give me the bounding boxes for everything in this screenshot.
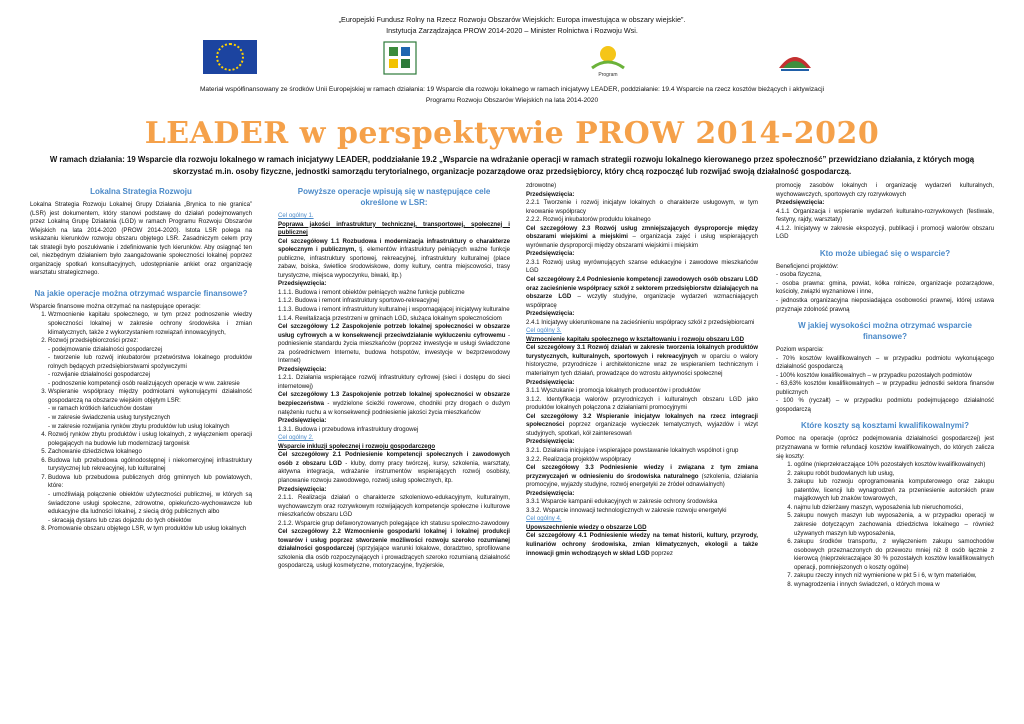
project-item: 4.1.1 Organizacja i wspieranie wydarzeń kulturalno-rozrywkowych (festiwale, festyny, rajdy, warsztaty)	[776, 207, 994, 224]
list-item: 5. zakupu nowych maszyn lub wyposażenia, a w przypadku operacji w zakresie dotyczącym zachowania dziedzictwa lokalnego – również używanych maszyn lub wyposażenia,	[794, 512, 994, 538]
projects-label: Przedsięwzięcia:	[278, 485, 327, 493]
projects-label: Przedsięwzięcia:	[526, 310, 575, 318]
objective-2-4: Cel szczegółowy 2.4 Podniesienie kompetencji zawodowych osób obszaru LGD oraz zacieśnienie współpracy szkół z sektorem przedsiębiorstw działających na obszarze LGD – wczytły studyjne, organizacje wydarzeń wzmacniających współpracę	[526, 276, 758, 309]
goal-4-title: Upowszechnienie wiedzy o obszarze LGD	[526, 523, 647, 531]
list-item: 6. zakupu środków transportu, z wyłączeniem zakupu samochodów osobowych przeznaczonych do przewozu mniej niż 8 osób łącznie z kierowcą (nieprzekraczające 30 % pozostałych kosztów kwalifikowalnych operacji, pomniejszonych o koszty ogólne)	[794, 538, 994, 572]
objective-1-2: Cel szczegółowy 1.2 Zaspokojenie potrzeb lokalnej społeczności w obszarze usług cyfrowych a w konsekwencji przeciwdziałanie wykluczeniu cyfrowemu - podniesienie standardu życia mieszkańców (poprzez inwestycje w usługi świadczone za pośrednictwem Internetu, budowa hotspotów, inwestycje w bezprzewodowy Internet)	[278, 323, 510, 365]
sub-item: - w zakresie rozwijania rynków zbytu produktów lub usług lokalnych	[48, 422, 230, 430]
intro-paragraph: W ramach działania: 19 Wsparcie dla rozwoju lokalnego w ramach inicjatywy LEADER, poddziałanie 19.2 „Wsparcie na wdrażanie operacji w ramach strategii rozwoju lokalnego kierowanego przez społeczność” przewidziano działania, z których mogą skorzystać m.in. osoby fizyczne, jednostki samorządu terytorialnego, organizacje pozarządowe oraz przedsiębiorcy, który chcą rozpocząć lub rozwijać swoją działalność gospodarczą.	[49, 155, 975, 176]
list-item: 4. najmu lub dzierżawy maszyn, wyposażenia lub nieruchomości,	[794, 504, 994, 513]
support-level-label: Poziom wsparcia:	[776, 346, 824, 354]
amount-heading: W jakiej wysokości można otrzymać wsparcie finansowe?	[798, 321, 972, 342]
header-line-2: Instytucja Zarządzająca PROW 2014-2020 – Minister Rolnictwa i Rozwoju Wsi.	[386, 26, 638, 35]
project-item: 1.2.1. Działania wspierające rozwój infrastruktury cyfrowej (sieci i dostępu do sieci internetowej)	[278, 374, 510, 390]
project-item: 4.1.2. Inicjatywy w zakresie ekspozycji, publikacji i promocji walorów obszaru LGD	[776, 224, 994, 241]
projects-label: Przedsięwzięcia:	[526, 438, 575, 446]
cofinance-note	[0, 84, 1024, 106]
beneficiaries-label: Beneficjenci projektów:	[776, 262, 839, 270]
project-item: 1.1.4. Rewitalizacja przestrzeni w gminach LGD, służąca lokalnym społecznościom	[278, 314, 502, 322]
project-item: 3.3.2. Wsparcie innowacji technologicznych w zakresie rozwoju energetyki	[526, 506, 727, 514]
support-level-item: - 63,63% kosztów kwalifikowalnych – w przypadku jednostki sektora finansów publicznych	[776, 380, 994, 396]
project-item: 2.2.1 Tworzenie i rozwój inicjatyw lokalnych o charakterze usługowym, w tym kreowanie współpracy	[526, 199, 758, 215]
ministry-logo-icon	[775, 40, 815, 76]
lsr-paragraph: Lokalna Strategia Rozwoju Lokalnej Grupy Działania „Brynica to nie granica” (LSR) jest dokumentem, który stanowi podstawę do działań podejmowanych przez Lokalną Grupę Działania (LGD) w ramach Programu Rozwoju Obszarów Wiejskich na lata 2014-2020 (PROW 2014-2020). Istota LSR polega na wskazaniu kierunków rozwoju obszaru objętego LSR. Zasadniczym celem przy tak strategii było poszukiwanie i zdefiniowanie tych kierunków. Aby osiągnąć ten cel, niezbędnym działaniem było zaangażowanie społeczności lokalnej poprzez organizację spotkań konsultacyjnych, udostępnianie ankiet oraz organizację warsztatu strategicznego.	[30, 201, 252, 277]
cofinance-line-1: Materiał współfinansowany ze środków Unii Europejskiej w ramach działania: 19 Wsparcie dla rozwoju lokalnego w ramach inicjatywy LEADER, poddziałanie: 19.4 Wsparcie na rzecz kosztów bieżących i aktywizacji	[199, 86, 825, 93]
beneficiary-item: - osoba prawna: gmina, powiat, kółka rolnicze, organizacje pozarządowe, kościoły, związki wyznaniowe i inne,	[776, 279, 994, 296]
beneficiary-item: - osoba fizyczna,	[776, 271, 822, 279]
project-item: 3.2.1. Działania inicjujące i wspierające powstawanie lokalnych wspólnot i grup	[526, 446, 739, 454]
project-item: 3.2.2. Realizacja projektów współpracy	[526, 455, 631, 463]
continuation-text: zdrowotne)	[526, 182, 557, 189]
costs-intro: Pomoc na operacje (oprócz podejmowania działalności gospodarczej) jest przyznawana w formie refundacji kosztów kwalifikowalnych, do których zalicza się koszty:	[776, 435, 994, 460]
list-item: 2. zakupu robót budowlanych lub usług,	[794, 470, 994, 479]
costs-list	[776, 461, 994, 589]
sub-item: - podnoszenie kompetencji osób realizujących operacje w ww. zakresie	[48, 379, 240, 387]
objective-3-2: Cel szczegółowy 3.2 Wspieranie inicjatyw lokalnych na rzecz integracji społeczności poprzez organizacje wycieczek tematycznych, wyjazdów i wizyt studyjnych, spotkań, kół zainteresowań	[526, 412, 758, 437]
objective-1-1: Cel szczegółowy 1.1 Rozbudowa i modernizacja infrastruktury o charakterze społecznym i publicznym, tj. elementów infrastruktury pełniących ważne funkcje publiczne, infrastruktury sportowej, rekreacyjnej, infrastruktury kulturalnej (place zabaw, boiska, świetlice środowiskowe, domy kultury, centra miejscowości, trasy turystyczne, miejsca wypoczynku, biwaki, itp.)	[278, 237, 510, 279]
support-level-item: - 70% kosztów kwalifikowalnych – w przypadku podmiotu wykonującego działalność gospodarczą	[776, 354, 994, 371]
list-item: 5. Zachowanie dziedzictwa lokalnego	[48, 448, 252, 457]
projects-label: Przedsięwzięcia:	[278, 365, 327, 373]
projects-label: Przedsięwzięcia:	[278, 280, 327, 288]
column-3	[526, 182, 758, 558]
eligibility-heading: Kto może ubiegać się o wsparcie?	[819, 248, 951, 258]
objective-3-1: Cel szczegółowy 3.1 Rozwój działań w zakresie tworzenia lokalnych produktów turystycznych, kulturalnych, sportowych i rekreacyjnych w oparciu o walory historyczne, przyrodnicze i architektoniczne wraz ze wspieraniem technicznym i materialnym tych działań, prowadzące do wzrostu aktywności społecznej	[526, 344, 758, 378]
project-item: 1.1.2. Budowa i remont infrastruktury sportowo-rekreacyjnej	[278, 297, 439, 305]
objective-2-1: Cel szczegółowy 2.1 Podniesienie kompetencji społecznych i zawodowych osób z obszaru LGD - kluby, domy pracy twórczej, kursy, szkolenia, warsztaty, aktywna integracja, wdrażanie instrumentów wspierających rozwój osobisty, planowanie rozwoju zawodowego, rozwój usług społecznych, itp.	[278, 451, 510, 484]
projects-label: Przedsięwzięcia:	[278, 417, 327, 425]
list-item: 7. Budowa lub przebudowa publicznych dróg gminnych lub powiatowych, które: - umożliwiają połączenie obiektów użyteczności publicznej, w których są świadczone usługi społeczne, zdrowotne, opiekuńczo-wychowawcze lub edukacyjne dla ludności lokalnej, z siecią dróg publicznych albo - skracają dystans lub czas dojazdu do tych obiektów	[48, 474, 252, 525]
goals-heading: Powyższe operacje wpisują się w następujące cele określone w LSR:	[297, 187, 491, 207]
continuation-text: promocję zasobów lokalnych i organizację wydarzeń kulturalnych, wychowawczych, sportowych czy rozrywkowych	[776, 182, 994, 198]
list-item: 6. Budowa lub przebudowa ogólnodostępnej i niekomercyjnej infrastruktury turystycznej lub rekreacyjnej, lub kulturalnej	[48, 457, 252, 474]
list-item: 4. Rozwój rynków zbytu produktów i usług lokalnych, z wyłączeniem operacji polegających na budowie lub modernizacji targowisk	[48, 431, 252, 448]
sub-item: - w zakresie świadczenia usług turystycznych	[48, 414, 171, 422]
project-item: 2.1.2. Wsparcie grup defaworyzowanych polegające ich statusu społeczno-zawodowy	[278, 519, 510, 527]
page-title: LEADER w perspektywie PROW 2014-2020	[144, 116, 880, 151]
leader-logo-icon	[380, 40, 420, 76]
project-item: 3.3.1 Wsparcie kampanii edukacyjnych w zakresie ochrony środowiska	[526, 498, 718, 506]
list-item: 1. Wzmocnienie kapitału społecznego, w tym przez podnoszenie wiedzy społeczności lokalnej w zakresie ochrony środowiska i zmian klimatycznych, także z wykorzystaniem rozwiązań innowacyjnych,	[48, 311, 252, 337]
objective-1-3: Cel szczegółowy 1.3 Zaspokojenie potrzeb lokalnej społeczności w obszarze bezpieczeństwa - wydzielone ścieżki rowerowe, chodniki przy drogach o dużym natężeniu ruchu a w konsekwencji podniesienie jakości życia mieszkańców	[278, 391, 510, 416]
project-item: 2.3.1 Rozwój usług wyrównujących szanse edukacyjne i zawodowe mieszkańców LGD	[526, 258, 758, 275]
column-2	[278, 182, 510, 571]
goal-2-title: Wsparcie inkluzji społecznej i rozwoju gospodarczego	[278, 442, 436, 450]
sub-item: - tworzenie lub rozwój inkubatorów przetwórstwa lokalnego produktów rolnych będących przedsiębiorstwami spożywczymi	[48, 354, 252, 370]
goal-3-label: Cel ogólny 3.	[526, 327, 562, 335]
support-level-item: - 100 % (ryczałt) – w przypadku podmiotu podejmującego działalność gospodarczą	[776, 397, 994, 413]
project-item: 3.1.2. Identyfikacja walorów przyrodniczych i kulturalnych obszaru LGD jako produktów lokalnych połączona z działaniami promocyjnymi	[526, 395, 758, 412]
operations-intro: Wsparcie finansowe można otrzymać na następujące operacje:	[30, 302, 201, 310]
beneficiary-item: - jednostka organizacyjna nieposiadająca osobowości prawnej, której ustawa przyznaje zdolność prawną	[776, 297, 994, 313]
project-item: 3.1.1 Wyszukanie i promocja lokalnych producentów i produktów	[526, 387, 701, 395]
goal-2-label: Cel ogólny 2.	[278, 434, 314, 442]
project-item: 1.1.3. Budowa i remont infrastruktury kulturalnej i wspomagającej inicjatywy kulturalne	[278, 306, 510, 314]
list-item: 2. Rozwój przedsiębiorczości przez: - podejmowanie działalności gospodarczej - tworzenie lub rozwój inkubatorów przetwórstwa lokalnego produktów rolnych będących przedsiębiorstwami spożywczymi - rozwijanie działalności gospodarczej - podnoszenie kompetencji osób realizujących operacje w ww. zakresie	[48, 337, 252, 388]
operations-heading: Na jakie operacje można otrzymać wsparcie finansowe?	[34, 288, 248, 298]
objective-2-2: Cel szczegółowy 2.2 Wzmocnienie gospodarki lokalnej i lokalnej produkcji towarów i usług poprzez stworzenie możliwości rozwoju szeroko rozumianej działalności gospodarczej (sprzyjające warunki lokalowe, doradztwo, sprofilowane szkolenia dla osób rozpoczynających i prowadzących szeroko rozumianą działalność gospodarczą, usługi kosmetyczne, motoryzacyjne, fryzjerskie,	[278, 528, 511, 570]
project-item: 2.4.1 Inicjatywy ukierunkowane na zacieśnieniu współpracy szkół z przedsiębiorcami	[526, 318, 755, 326]
list-item: 8. wynagrodzenia i innych świadczeń, o których mowa w	[794, 581, 994, 590]
funding-header	[0, 14, 1024, 36]
column-4	[776, 182, 994, 589]
header-line-1: „Europejski Fundusz Rolny na Rzecz Rozwoju Obszarów Wiejskich: Europa inwestująca w obszary wiejskie”.	[338, 15, 686, 24]
projects-label: Przedsięwzięcia:	[526, 378, 575, 386]
project-item: 1.3.1. Budowa i przebudowa infrastruktury drogowej	[278, 425, 419, 433]
projects-label: Przedsięwzięcia:	[526, 190, 575, 198]
objective-3-3: Cel szczegółowy 3.3 Podniesienie wiedzy i związana z tym zmiana przyzwyczajeń w odniesieniu do środowiska naturalnego (szkolenia, działania promocyjne, wyjazdy studyjne, rozwój energetyki ze źródeł odnawialnych)	[526, 464, 758, 489]
project-item: 2.2.2. Rozwój inkubatorów produktu lokalnego	[526, 216, 651, 224]
prow-logo-icon	[578, 42, 638, 80]
list-item: 1. ogólne (nieprzekraczające 10% pozostałych kosztów kwalifikowalnych)	[794, 461, 994, 470]
goal-4-label: Cel ogólny 4.	[526, 515, 562, 523]
sub-item: - rozwijanie działalności gospodarczej	[48, 371, 150, 379]
sub-item: - umożliwiają połączenie obiektów użyteczności publicznej, w których są świadczone usługi społeczne, zdrowotne, opiekuńczo-wychowawcze lub edukacyjne dla ludności lokalnej, z siecią dróg publicznych albo	[48, 490, 252, 516]
goal-1-title: Poprawa jakości infrastruktury technicznej, transportowej, społecznej i publicznej	[278, 220, 510, 237]
objective-4-1: Cel szczegółowy 4.1 Podniesienie wiedzy na temat historii, kultury, przyrody, kulinariów ochrony środowiska, zmian klimatycznych, ekologii a także innowacji gmin wchodzących w skład LGD poprzez	[526, 532, 758, 557]
sub-item: - w ramach krótkich łańcuchów dostaw	[48, 405, 153, 413]
goal-3-title: Wzmocnienie kapitału społecznego w kształtowaniu i rozwoju obszaru LGD	[526, 335, 745, 343]
goal-1-label: Cel ogólny 1.	[278, 212, 314, 219]
objective-2-3: Cel szczegółowy 2.3 Rozwój usług zmniejszających dysproporcje między obszarami wiejskimi a miejskimi – organizacja zajęć i usług wspierających wyrównanie dysproporcji między obszarami wiejskimi i miejskim	[526, 224, 758, 249]
operations-list	[30, 311, 252, 533]
projects-label: Przedsięwzięcia:	[526, 489, 575, 497]
projects-label: Przedsięwzięcia:	[526, 250, 575, 258]
project-item: 2.1.1. Realizacja działań o charakterze szkoleniowo-edukacyjnym, kulturalnym, wychowawczym oraz rozrywkowym rozwijających kompetencje społeczne i kulturowe mieszkańców obszaru LGD	[278, 494, 510, 519]
support-level-item: - 100% kosztów kwalifikowalnych – w przypadku pozostałych podmiotów	[776, 371, 972, 379]
list-item: 7. zakupu rzeczy innych niż wymienione w pkt 5 i 6, w tym materiałów,	[794, 572, 994, 581]
lsr-heading: Lokalna Strategia Rozwoju	[90, 187, 192, 196]
cofinance-line-2: Programu Rozwoju Obszarów Wiejskich na lata 2014-2020	[425, 97, 599, 104]
list-item: 8. Promowanie obszaru objętego LSR, w tym produktów lub usług lokalnych	[48, 525, 252, 534]
logo-bar	[0, 40, 1024, 80]
list-item: 3. zakupu lub rozwoju oprogramowania komputerowego oraz zakupu patentów, licencji lub wynagrodzeń za przeniesienie autorskich praw majątkowych lub znaków towarowych,	[794, 478, 994, 504]
projects-label: Przedsięwzięcia:	[776, 199, 825, 207]
column-1	[30, 182, 252, 534]
list-item: 3. Wspieranie współpracy między podmiotami wykonującymi działalność gospodarczą na obszarze wiejskim objętym LSR: - w ramach krótkich łańcuchów dostaw - w zakresie świadczenia usług turystycznych - w zakresie rozwijania rynków zbytu produktów lub usług lokalnych	[48, 388, 252, 431]
project-item: 1.1.1. Budowa i remont obiektów pełniących ważne funkcje publiczne	[278, 288, 465, 296]
svg-text:Program: Program	[598, 72, 618, 78]
eu-flag-icon	[203, 40, 257, 74]
sub-item: - podejmowanie działalności gospodarczej	[48, 345, 163, 353]
costs-heading: Które koszty są kosztami kwalifikowalnymi?	[800, 421, 970, 431]
sub-item: - skracają dystans lub czas dojazdu do tych obiektów	[48, 516, 192, 524]
